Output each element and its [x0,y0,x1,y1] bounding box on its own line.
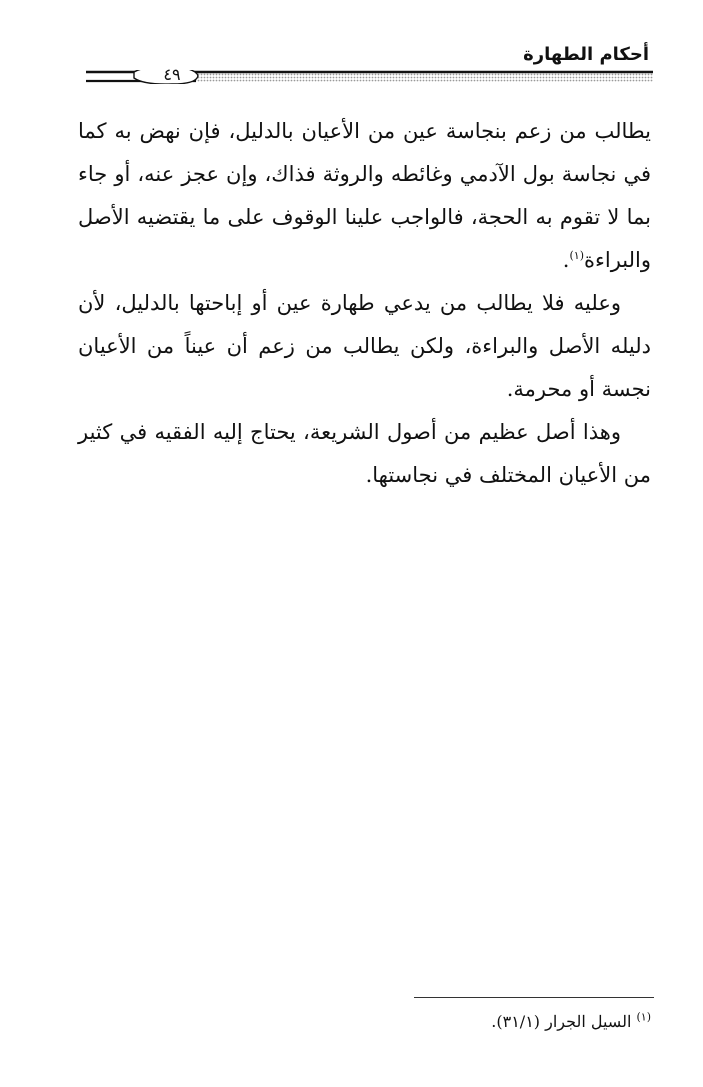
page-number: ٤٩ [163,65,181,84]
paragraph-text: يطالب من زعم بنجاسة عين من الأعيان بالدليل، فإن نهض به كما في نجاسة بول الآدمي وغائطه والروثة فذاك، وإن عجز عنه، أو جاء بما لا تقوم به الحجة، فالواجب علينا الوقوف على ما يقتضيه الأصل والبراءة [78,119,651,272]
paragraph-end-punctuation: . [562,248,570,272]
footnote-separator [414,997,654,998]
main-text [78,110,651,497]
footnote-text: السيل الجرار (٣١/١). [491,1012,632,1031]
footnote-marker: (١) [636,1010,651,1024]
paragraph [78,110,651,282]
paragraph: وعليه فلا يطالب من يدعي طهارة عين أو إباحتها بالدليل، لأن دليله الأصل والبراءة، ولكن يطالب من زعم أن عيناً من الأعيان نجسة أو محرمة. [78,291,651,401]
running-title: أحكام الطهارة [523,44,649,65]
footnote-reference: (١) [569,249,584,262]
footnote [491,1012,651,1031]
paragraph: وهذا أصل عظيم من أصول الشريعة، يحتاج إليه الفقيه في كثير من الأعيان المختلف في نجاستها. [78,420,651,487]
